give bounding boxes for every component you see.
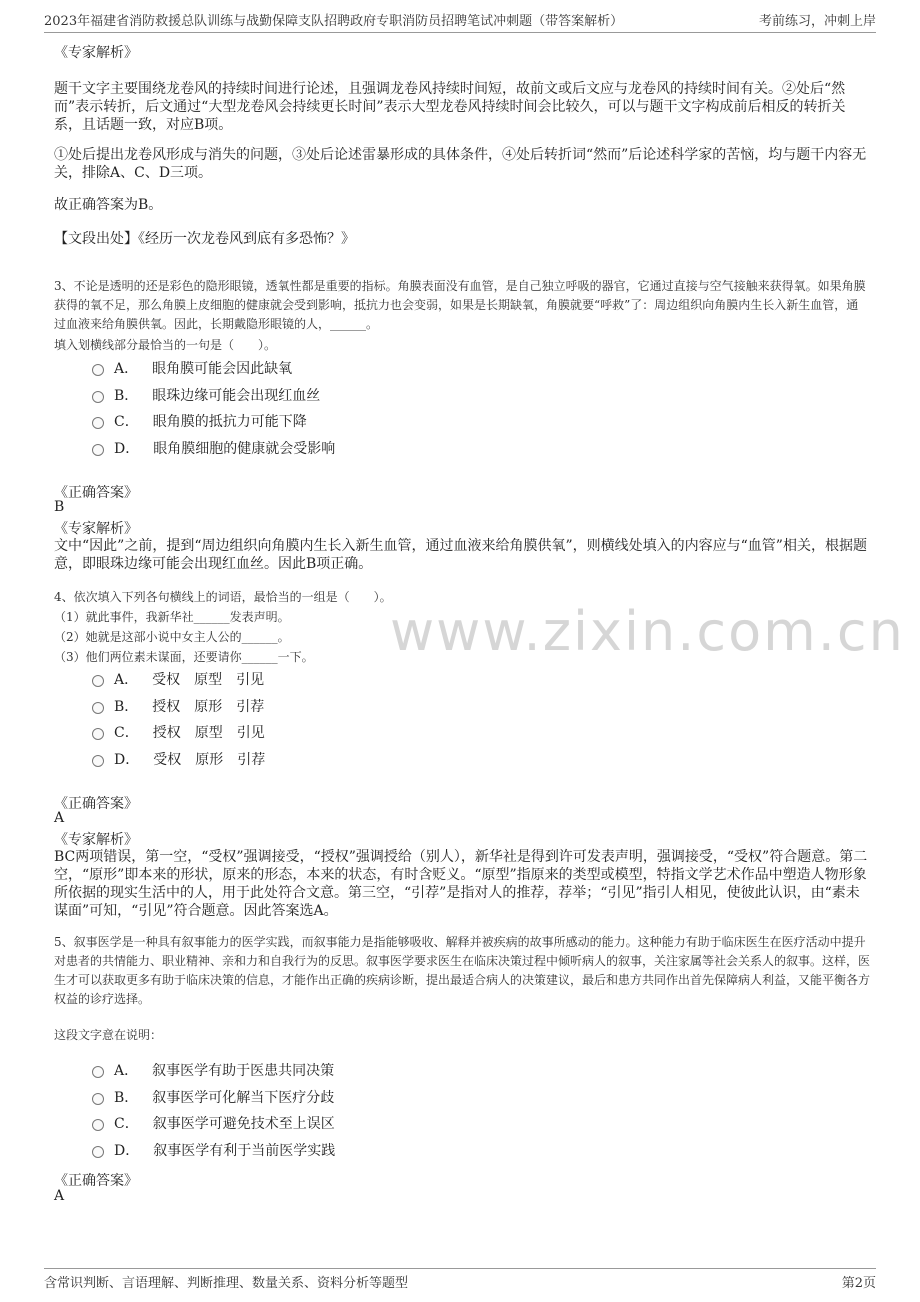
radio-icon[interactable] — [92, 444, 104, 456]
page-footer — [44, 1268, 876, 1291]
q5-answer: A — [54, 1188, 65, 1204]
radio-icon[interactable] — [92, 755, 104, 767]
option-text: 叙事医学可化解当下医疗分歧 — [152, 1090, 335, 1106]
radio-icon[interactable] — [92, 702, 104, 714]
q3-answer-label: 《正确答案》 — [54, 485, 138, 501]
q3-option-d[interactable]: D． 眼角膜细胞的健康就会受影响 — [92, 439, 335, 457]
option-text: 叙事医学可避免技术至上误区 — [152, 1116, 335, 1132]
radio-icon[interactable] — [92, 364, 104, 376]
option-text: 眼珠边缘可能会出现红血丝 — [152, 388, 321, 404]
option-text: 眼角膜可能会因此缺氧 — [152, 361, 293, 377]
footer-topics: 含常识判断、言语理解、判断推理、数量关系、资料分析等题型 — [44, 1276, 409, 1291]
q4-answer-label: 《正确答案》 — [54, 796, 138, 812]
q4-sentence-2: （2）她就是这部小说中女主人公的______。 — [54, 630, 290, 644]
q3-analysis: 文中“因此”之前，提到“周边组织向角膜内生长入新生血管，通过血液来给角膜供氧”，则横线处填入的内容应与“血管”相关，根据题意，即眼珠边缘可能会出现红血丝。因此B项正确。 — [54, 538, 867, 572]
option-text: 叙事医学有助于医患共同决策 — [152, 1063, 335, 1079]
option-text: 受权 原形 引荐 — [153, 752, 266, 768]
option-text: 授权 原形 引荐 — [152, 699, 265, 715]
q4-answer: A — [54, 810, 65, 826]
radio-icon[interactable] — [92, 417, 104, 429]
q3-option-b[interactable]: B． 眼珠边缘可能会出现红血丝 — [92, 386, 320, 404]
q4-option-a[interactable]: A． 受权 原型 引见 — [92, 670, 264, 688]
q4-expert-label: 《专家解析》 — [54, 832, 138, 848]
page-header — [44, 10, 876, 33]
radio-icon[interactable] — [92, 728, 104, 740]
watermark: www.zixin.com.cn — [390, 600, 905, 663]
q2-analysis-para1: 题干文字主要围绕龙卷风的持续时间进行论述，且强调龙卷风持续时间短，故前文或后文应与龙卷风的持续时间有关。②处后“然而”表示转折，后文通过“大型龙卷风会持续更长时间”表示大型龙卷风持续时间会比较久，可以与题干文字构成前后相反的转折关系，且话题一致，对应B项。 — [54, 81, 846, 133]
q3-stem: 3、不论是透明的还是彩色的隐形眼镜，透氧性都是重要的指标。角膜表面没有血管，是自己独立呼吸的器官，它通过直接与空气接触来获得氧。如果角膜获得的氧不足，那么角膜上皮细胞的健康就会受到影响，抵抗力也会变弱，如果是长期缺氧，角膜就要“呼救”了：周边组织向角膜内生长入新生血管，通过血液来给角膜供氧。因此，长期戴隐形眼镜的人，______。 — [54, 279, 866, 331]
q3-option-a[interactable]: A． 眼角膜可能会因此缺氧 — [92, 359, 292, 377]
radio-icon[interactable] — [92, 391, 104, 403]
q4-sentence-3: （3）他们两位素未谋面，还要请你______一下。 — [54, 650, 314, 664]
header-slogan: 考前练习，冲刺上岸 — [758, 14, 876, 29]
radio-icon[interactable] — [92, 1146, 104, 1158]
q4-option-c[interactable]: C． 授权 原型 引见 — [92, 723, 265, 741]
q3-answer: B — [54, 499, 65, 515]
q5-option-a[interactable]: A． 叙事医学有助于医患共同决策 — [92, 1061, 334, 1079]
option-text: 眼角膜细胞的健康就会受影响 — [153, 441, 336, 457]
q5-prompt: 这段文字意在说明： — [54, 1028, 163, 1042]
option-text: 叙事医学有利于当前医学实践 — [153, 1143, 336, 1159]
option-text: 受权 原型 引见 — [152, 672, 265, 688]
q4-stem: 4、依次填入下列各句横线上的词语，最恰当的一组是（ ）。 — [54, 590, 392, 604]
q3-expert-label: 《专家解析》 — [54, 521, 138, 537]
q2-source: 【文段出处】《经历一次龙卷风到底有多恐怖？》 — [54, 231, 355, 247]
q5-option-d[interactable]: D． 叙事医学有利于当前医学实践 — [92, 1141, 335, 1159]
q4-option-d[interactable]: D． 受权 原形 引荐 — [92, 750, 265, 768]
q4-sentence-1: （1）就此事件，我新华社______发表声明。 — [54, 610, 290, 624]
q5-answer-label: 《正确答案》 — [54, 1173, 138, 1189]
radio-icon[interactable] — [92, 675, 104, 687]
q5-option-c[interactable]: C． 叙事医学可避免技术至上误区 — [92, 1114, 335, 1132]
q2-expert-label: 《专家解析》 — [54, 45, 138, 61]
q2-analysis-para2: ①处后提出龙卷风形成与消失的问题，③处后论述雷暴形成的具体条件，④处后转折词“然而”后论述科学家的苦恼，均与题干内容无关，排除A、C、D三项。 — [54, 147, 867, 181]
q2-conclusion: 故正确答案为B。 — [54, 197, 163, 213]
radio-icon[interactable] — [92, 1119, 104, 1131]
page-number: 第2页 — [841, 1276, 876, 1291]
q5-stem: 5、叙事医学是一种具有叙事能力的医学实践，而叙事能力是指能够吸收、解释并被疾病的故事所感动的能力。这种能力有助于临床医生在医疗活动中提升对患者的共情能力、职业精神、亲和力和自我行为的反思。叙事医学要求医生在临床决策过程中倾听病人的叙事，关注家属等社会关系人的叙事。这样，医生才可以获取更多有助于临床决策的信息，才能作出正确的疾病诊断，提出最适合病人的决策建议，最后和患方共同作出首先保障病人利益，又能平衡各方权益的诊疗选择。 — [54, 935, 871, 1006]
q4-option-b[interactable]: B． 授权 原形 引荐 — [92, 697, 264, 715]
document-title: 2023年福建省消防救援总队训练与战勤保障支队招聘政府专职消防员招聘笔试冲刺题（带答案解析） — [44, 14, 624, 29]
option-text: 授权 原型 引见 — [152, 725, 265, 741]
q3-prompt: 填入划横线部分最恰当的一句是（ ）。 — [54, 338, 277, 352]
q3-option-c[interactable]: C． 眼角膜的抵抗力可能下降 — [92, 412, 307, 430]
radio-icon[interactable] — [92, 1093, 104, 1105]
q5-option-b[interactable]: B． 叙事医学可化解当下医疗分歧 — [92, 1088, 334, 1106]
q4-analysis: BC两项错误，第一空，“受权”强调接受，“授权”强调授给（别人），新华社是得到许可发表声明，强调接受，“受权”符合题意。第二空，“原形”即本来的形状，原来的形态，本来的状态，有时含贬义。“原型”指原来的类型或模型，特指文学艺术作品中塑造人物形象所依据的现实生活中的人，用于此处符合文意。第三空，“引荐”是指对人的推荐，荐举；“引见”指引人相见，使彼此认识，由“素未谋面”可知，“引见”符合题意。因此答案选A。 — [54, 849, 868, 919]
radio-icon[interactable] — [92, 1066, 104, 1078]
option-text: 眼角膜的抵抗力可能下降 — [152, 414, 307, 430]
